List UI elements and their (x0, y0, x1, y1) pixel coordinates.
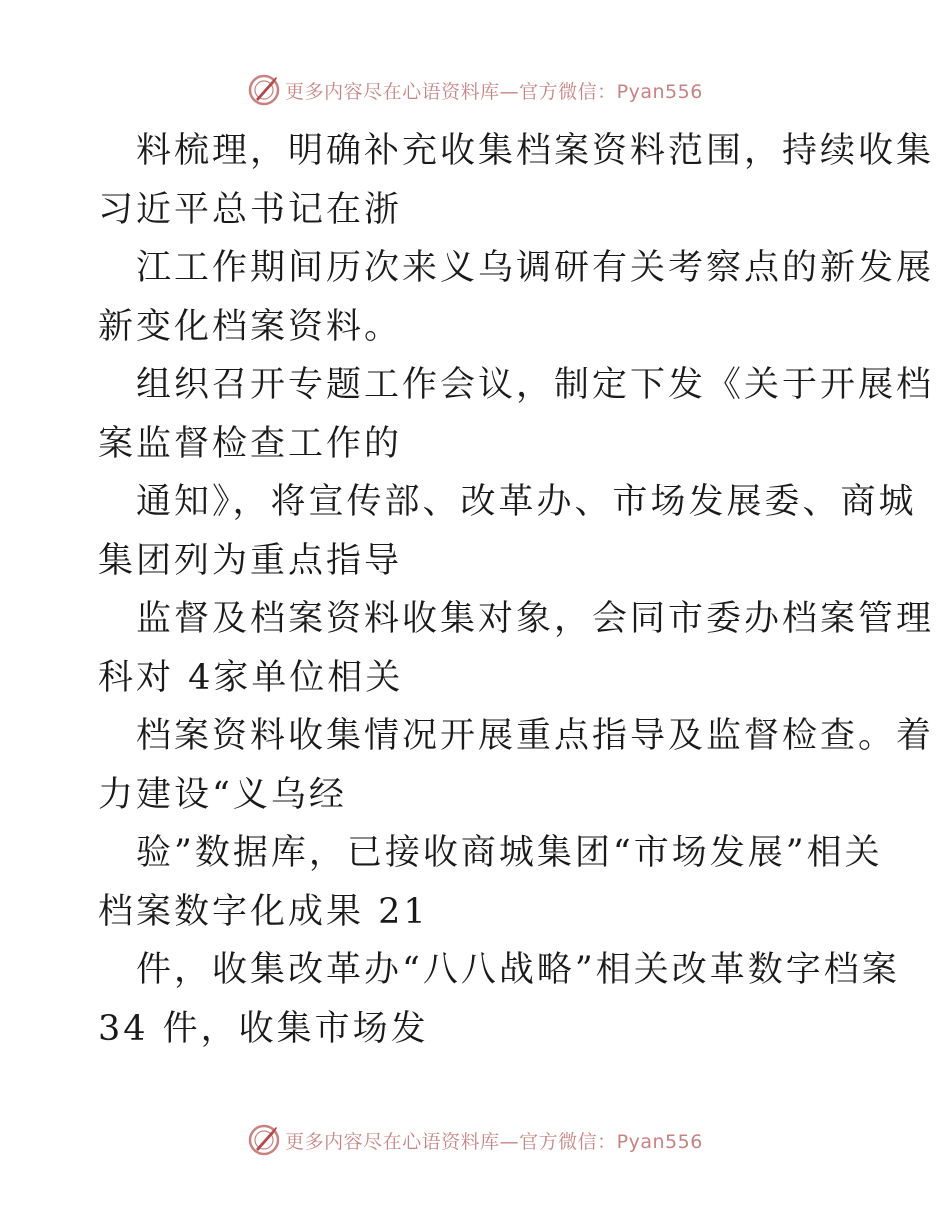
text-line: 科对 4家单位相关 (98, 657, 404, 698)
text-line: 江工作期间历次来义乌调研有关考察点的新发展 (136, 248, 935, 288)
text-line: 档案数字化成果 21 (98, 891, 429, 932)
text-line: 案监督检查工作的 (98, 423, 403, 464)
watermark-text: 更多内容尽在心语资料库—官方微信：Pyan556 (285, 80, 703, 103)
quill-logo-icon (247, 1123, 281, 1157)
text-line: 34 件，收集市场发 (98, 1008, 429, 1049)
text-line: 集团列为重点指导 (98, 540, 403, 581)
text-line: 料梳理，明确补充收集档案资料范围，持续收集 (136, 131, 935, 171)
text-line: 力建设“义乌经 (98, 774, 347, 815)
text-line: 通知》，将宣传部、改革办、市场发展委、商城 (136, 482, 917, 522)
text-line: 习近平总书记在浙 (98, 189, 403, 230)
text-line: 件，收集改革办“八八战略”相关改革数字档案 (136, 950, 900, 990)
footer-watermark (0, 1120, 950, 1160)
watermark-text: 更多内容尽在心语资料库—官方微信：Pyan556 (285, 1130, 703, 1153)
text-line: 验”数据库，已接收商城集团“市场发展”相关 (136, 833, 883, 873)
text-line: 监督及档案资料收集对象，会同市委办档案管理 (136, 599, 935, 639)
header-watermark (0, 70, 950, 110)
text-line: 新变化档案资料。 (98, 306, 403, 347)
document-body (98, 122, 935, 1058)
quill-logo-icon (247, 73, 281, 107)
text-line: 组织召开专题工作会议，制定下发《关于开展档 (136, 365, 935, 405)
text-line: 档案资料收集情况开展重点指导及监督检查。着 (136, 716, 935, 756)
